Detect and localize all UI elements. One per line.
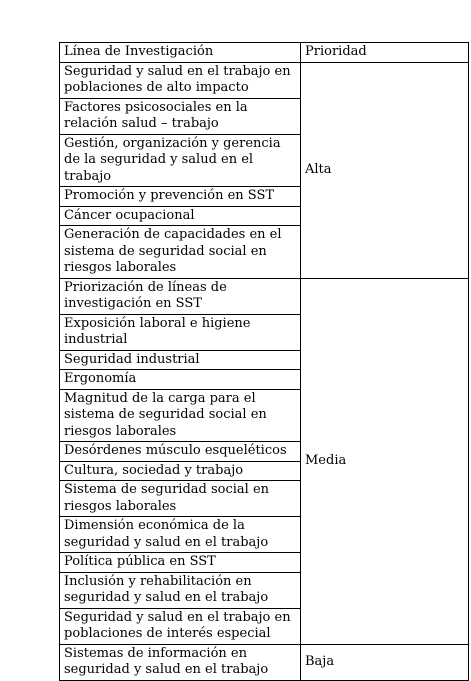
research-line-cell: Gestión, organización y gerencia de la seguridad y salud en el trabajo	[60, 134, 301, 187]
research-line-cell: Cáncer ocupacional	[60, 206, 301, 226]
table-body	[60, 62, 469, 680]
research-line-cell: Generación de capacidades en el sistema de seguridad social en riesgos laborales	[60, 226, 301, 279]
research-lines-table	[59, 42, 469, 681]
research-line-cell: Ergonomía	[60, 370, 301, 390]
research-line-cell: Dimensión económica de la seguridad y salud en el trabajo	[60, 517, 301, 553]
research-line-cell: Política pública en SST	[60, 553, 301, 573]
priority-cell: Alta	[301, 62, 469, 278]
research-line-cell: Seguridad y salud en el trabajo en poblaciones de interés especial	[60, 608, 301, 644]
research-line-cell: Priorización de líneas de investigación en SST	[60, 278, 301, 314]
table-row	[60, 62, 469, 98]
header-line: Línea de Investigación	[60, 43, 301, 63]
research-line-cell: Factores psicosociales en la relación salud – trabajo	[60, 98, 301, 134]
research-line-cell: Seguridad industrial	[60, 350, 301, 370]
research-line-cell: Cultura, sociedad y trabajo	[60, 461, 301, 481]
priority-cell: Media	[301, 278, 469, 644]
research-line-cell: Inclusión y rehabilitación en seguridad y salud en el trabajo	[60, 572, 301, 608]
research-line-cell: Exposición laboral e higiene industrial	[60, 314, 301, 350]
research-line-cell: Promoción y prevención en SST	[60, 187, 301, 207]
research-line-cell: Seguridad y salud en el trabajo en poblaciones de alto impacto	[60, 62, 301, 98]
research-line-cell: Magnitud de la carga para el sistema de seguridad social en riesgos laborales	[60, 389, 301, 442]
table-header-row	[60, 43, 469, 63]
table-row	[60, 278, 469, 314]
research-line-cell: Desórdenes músculo esqueléticos	[60, 442, 301, 462]
research-line-cell: Sistema de seguridad social en riesgos laborales	[60, 481, 301, 517]
table-row	[60, 644, 469, 680]
research-line-cell: Sistemas de información en seguridad y salud en el trabajo	[60, 644, 301, 680]
header-priority: Prioridad	[301, 43, 469, 63]
priority-cell: Baja	[301, 644, 469, 680]
